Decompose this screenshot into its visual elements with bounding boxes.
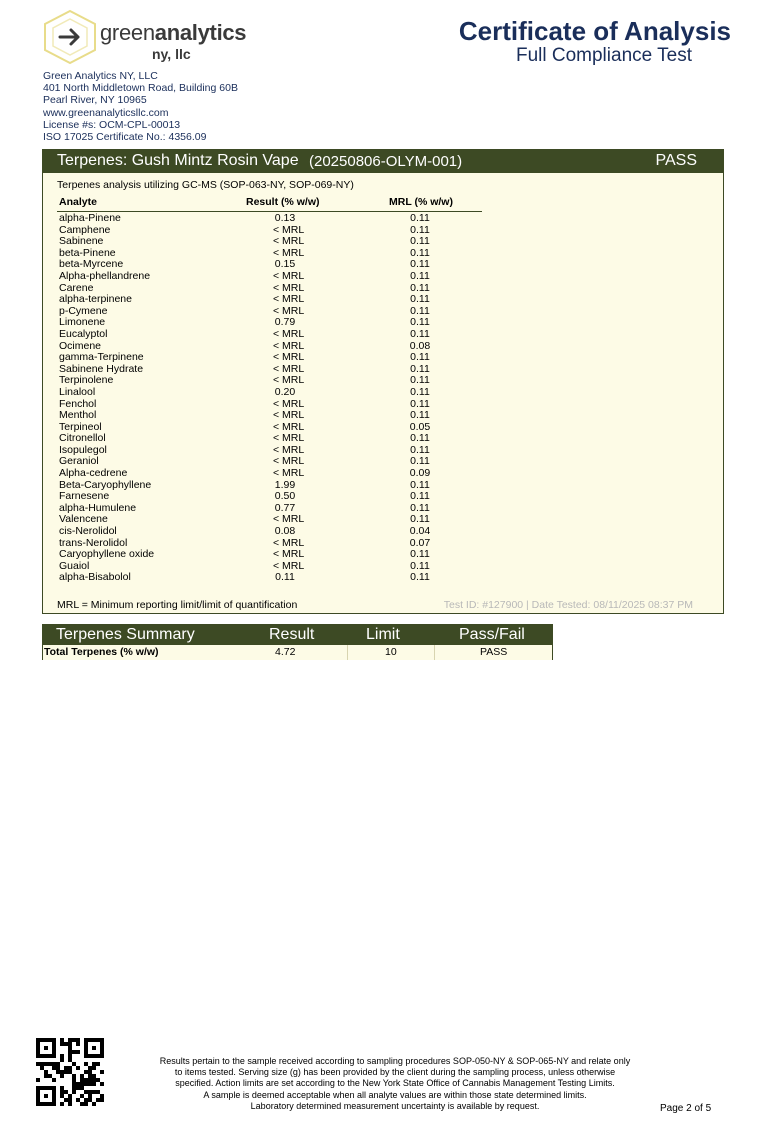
mrl-cell: 0.11 xyxy=(410,385,430,398)
terpenes-panel-header xyxy=(43,150,723,173)
result-cell: < MRL xyxy=(273,536,305,549)
table-row xyxy=(43,329,483,341)
mrl-cell: 0.11 xyxy=(410,548,430,561)
result-cell: 0.79 xyxy=(274,316,296,329)
lab-iso-cert: ISO 17025 Certificate No.: 4356.09 xyxy=(43,131,207,144)
mrl-cell: 0.11 xyxy=(410,212,430,224)
analyte-cell: Limonene xyxy=(59,316,106,329)
analyte-cell: trans-Nerolidol xyxy=(59,536,128,549)
mrl-cell: 0.11 xyxy=(410,223,430,236)
result-cell: 0.15 xyxy=(274,258,296,271)
result-cell: < MRL xyxy=(273,362,305,375)
summary-header-result: Result xyxy=(269,626,315,643)
mrl-cell: 0.11 xyxy=(410,455,430,468)
analyte-cell: Terpinolene xyxy=(59,374,114,387)
result-cell: < MRL xyxy=(273,443,305,456)
analyte-cell: Menthol xyxy=(59,409,97,422)
result-cell: 0.08 xyxy=(274,525,296,538)
lab-city: Pearl River, NY 10965 xyxy=(43,94,147,107)
page-title: Certificate of Analysis xyxy=(458,16,731,46)
analyte-cell: Guaiol xyxy=(59,559,90,572)
analyte-cell: Fenchol xyxy=(59,397,97,410)
mrl-cell: 0.08 xyxy=(409,339,431,352)
result-cell: < MRL xyxy=(273,293,305,306)
analyte-cell: beta-Pinene xyxy=(59,246,116,259)
mrl-cell: 0.11 xyxy=(410,374,430,387)
table-row xyxy=(43,526,483,538)
logo-hexagon-icon xyxy=(40,8,100,66)
analyte-cell: Linalool xyxy=(59,385,96,398)
summary-header-title: Terpenes Summary xyxy=(56,626,195,643)
mrl-cell: 0.11 xyxy=(410,327,430,340)
result-cell: < MRL xyxy=(273,235,305,248)
analyte-cell: Camphene xyxy=(59,223,111,236)
mrl-cell: 0.11 xyxy=(410,432,430,445)
mrl-cell: 0.11 xyxy=(410,513,430,526)
analyte-cell: Sabinene Hydrate xyxy=(59,362,144,375)
mrl-cell: 0.11 xyxy=(410,304,430,317)
table-row xyxy=(43,213,483,225)
mrl-cell: 0.11 xyxy=(410,235,430,248)
result-cell: < MRL xyxy=(273,420,305,433)
column-header-mrl: MRL (% w/w) xyxy=(389,196,453,208)
mrl-cell: 0.11 xyxy=(410,397,430,410)
result-cell: < MRL xyxy=(273,339,305,352)
analyte-cell: Alpha-cedrene xyxy=(59,467,128,480)
mrl-cell: 0.11 xyxy=(410,490,430,503)
mrl-cell: 0.11 xyxy=(410,351,430,364)
table-row xyxy=(43,387,483,399)
summary-divider xyxy=(347,645,348,660)
mrl-cell: 0.11 xyxy=(410,258,430,271)
result-cell: < MRL xyxy=(273,455,305,468)
result-cell: < MRL xyxy=(273,467,305,480)
table-row xyxy=(43,572,483,584)
lab-name: Green Analytics NY, LLC xyxy=(43,70,158,82)
summary-row xyxy=(43,645,552,660)
lab-website: www.greenanalyticsllc.com xyxy=(43,106,169,119)
mrl-cell: 0.11 xyxy=(410,478,430,491)
table-row xyxy=(43,352,483,364)
test-info: Test ID: #127900 | Date Tested: 08/11/2025 08:37 PM xyxy=(443,599,693,611)
table-row xyxy=(43,410,483,422)
analyte-cell: Valencene xyxy=(59,513,108,526)
summary-header-limit: Limit xyxy=(366,626,400,643)
footer-line: Laboratory determined measurement uncertainty is available by request. xyxy=(250,1100,540,1111)
mrl-cell: 0.04 xyxy=(409,525,431,538)
result-cell: < MRL xyxy=(273,432,305,445)
result-cell: < MRL xyxy=(273,559,305,572)
mrl-footnote: MRL = Minimum reporting limit/limit of quantification xyxy=(57,599,298,611)
result-cell: < MRL xyxy=(273,409,305,422)
table-row xyxy=(43,294,483,306)
result-cell: < MRL xyxy=(273,281,305,294)
mrl-cell: 0.09 xyxy=(409,467,431,480)
logo-name-light: green xyxy=(100,20,155,45)
logo-suffix: ny, llc xyxy=(152,46,191,62)
summary-header-pass-fail: Pass/Fail xyxy=(459,626,525,643)
company-logo xyxy=(40,8,250,68)
footer-line: Results pertain to the sample received according to sampling procedures SOP-050-NY & SOP-065-NY and relate only xyxy=(159,1056,631,1066)
logo-name-bold: analytics xyxy=(154,20,247,45)
analyte-cell: alpha-Pinene xyxy=(59,212,121,224)
mrl-cell: 0.07 xyxy=(409,536,431,549)
result-cell: < MRL xyxy=(273,548,305,561)
result-cell: < MRL xyxy=(273,246,305,259)
mrl-cell: 0.11 xyxy=(410,443,430,456)
result-cell: < MRL xyxy=(273,374,305,387)
mrl-cell: 0.11 xyxy=(410,281,430,294)
mrl-cell: 0.11 xyxy=(410,559,430,572)
analyte-cell: Carene xyxy=(59,281,94,294)
mrl-cell: 0.11 xyxy=(410,316,430,329)
result-cell: 0.20 xyxy=(274,385,296,398)
analyte-cell: Farnesene xyxy=(59,490,110,503)
analyte-cell: Alpha-phellandrene xyxy=(59,269,151,282)
analyte-cell: Eucalyptol xyxy=(59,327,108,340)
result-cell: < MRL xyxy=(273,351,305,364)
footer-line: to items tested. Serving size (g) has been provided by the client during the sampling process, unless otherwise xyxy=(174,1067,616,1078)
page-number: Page 2 of 5 xyxy=(660,1103,712,1114)
logo-wordmark xyxy=(100,20,246,46)
analyte-cell: Geraniol xyxy=(59,455,99,468)
qr-code-icon[interactable] xyxy=(36,1038,104,1106)
analyte-cell: Terpineol xyxy=(59,420,102,433)
column-header-result: Result (% w/w) xyxy=(246,196,320,208)
result-cell: 0.77 xyxy=(274,501,296,514)
mrl-cell: 0.11 xyxy=(410,409,430,422)
status-badge: PASS xyxy=(655,152,697,169)
analyte-cell: Citronellol xyxy=(59,432,106,445)
analyte-cell: Isopulegol xyxy=(59,443,107,456)
lab-street: 401 North Middletown Road, Building 60B xyxy=(43,82,238,95)
result-cell: < MRL xyxy=(273,304,305,317)
lab-address-block xyxy=(43,70,238,143)
analyte-cell: alpha-Humulene xyxy=(59,501,137,514)
summary-header-row xyxy=(43,625,552,645)
mrl-cell: 0.11 xyxy=(410,269,430,282)
lab-license: License #s: OCM-CPL-00013 xyxy=(43,118,181,131)
result-cell: 1.99 xyxy=(274,478,296,491)
result-cell: 0.11 xyxy=(275,571,295,584)
footer-disclaimer xyxy=(120,1056,670,1112)
analyte-cell: Caryophyllene oxide xyxy=(59,548,155,561)
page-subtitle: Full Compliance Test xyxy=(515,45,692,66)
method-description: Terpenes analysis utilizing GC-MS (SOP-063-NY, SOP-069-NY) xyxy=(57,179,354,191)
result-cell: < MRL xyxy=(273,513,305,526)
analyte-cell: gamma-Terpinene xyxy=(59,351,144,364)
footer-line: specified. Action limits are set according to the New York State Office of Cannabis Management Testing Limits. xyxy=(175,1078,615,1089)
terpenes-panel xyxy=(42,149,724,614)
terpenes-panel-title: Terpenes: Gush Mintz Rosin Vape xyxy=(57,152,299,169)
result-cell: 0.50 xyxy=(274,490,296,503)
analyte-cell: alpha-terpinene xyxy=(59,293,132,306)
analyte-cell: Sabinene xyxy=(59,235,104,248)
analyte-cell: cis-Nerolidol xyxy=(59,525,117,538)
mrl-cell: 0.11 xyxy=(410,246,430,259)
table-row xyxy=(43,468,483,480)
mrl-cell: 0.11 xyxy=(410,501,430,514)
summary-row-limit: 10 xyxy=(385,646,397,658)
result-cell: < MRL xyxy=(273,223,305,236)
mrl-cell: 0.11 xyxy=(410,571,430,584)
summary-divider xyxy=(434,645,435,660)
terpenes-table-body xyxy=(43,213,483,584)
result-cell: 0.13 xyxy=(274,212,296,224)
analyte-cell: Ocimene xyxy=(59,339,102,352)
footer-line: A sample is deemed acceptable when all analyte values are within those state determined limits. xyxy=(203,1089,587,1100)
result-cell: < MRL xyxy=(273,327,305,340)
summary-row-pass-fail: PASS xyxy=(480,646,508,658)
analyte-cell: Beta-Caryophyllene xyxy=(59,478,152,491)
analyte-cell: p-Cymene xyxy=(59,304,108,317)
analyte-cell: alpha-Bisabolol xyxy=(59,571,131,584)
mrl-cell: 0.11 xyxy=(410,293,430,306)
result-cell: < MRL xyxy=(273,269,305,282)
terpenes-summary-table xyxy=(42,624,553,660)
mrl-cell: 0.05 xyxy=(409,420,431,433)
column-header-analyte: Analyte xyxy=(59,196,97,208)
summary-row-label: Total Terpenes (% w/w) xyxy=(44,646,159,658)
mrl-cell: 0.11 xyxy=(410,362,430,375)
result-cell: < MRL xyxy=(273,397,305,410)
summary-row-result: 4.72 xyxy=(275,646,296,658)
analyte-cell: beta-Myrcene xyxy=(59,258,124,271)
table-row xyxy=(43,271,483,283)
batch-id: (20250806-OLYM-001) xyxy=(309,153,463,170)
